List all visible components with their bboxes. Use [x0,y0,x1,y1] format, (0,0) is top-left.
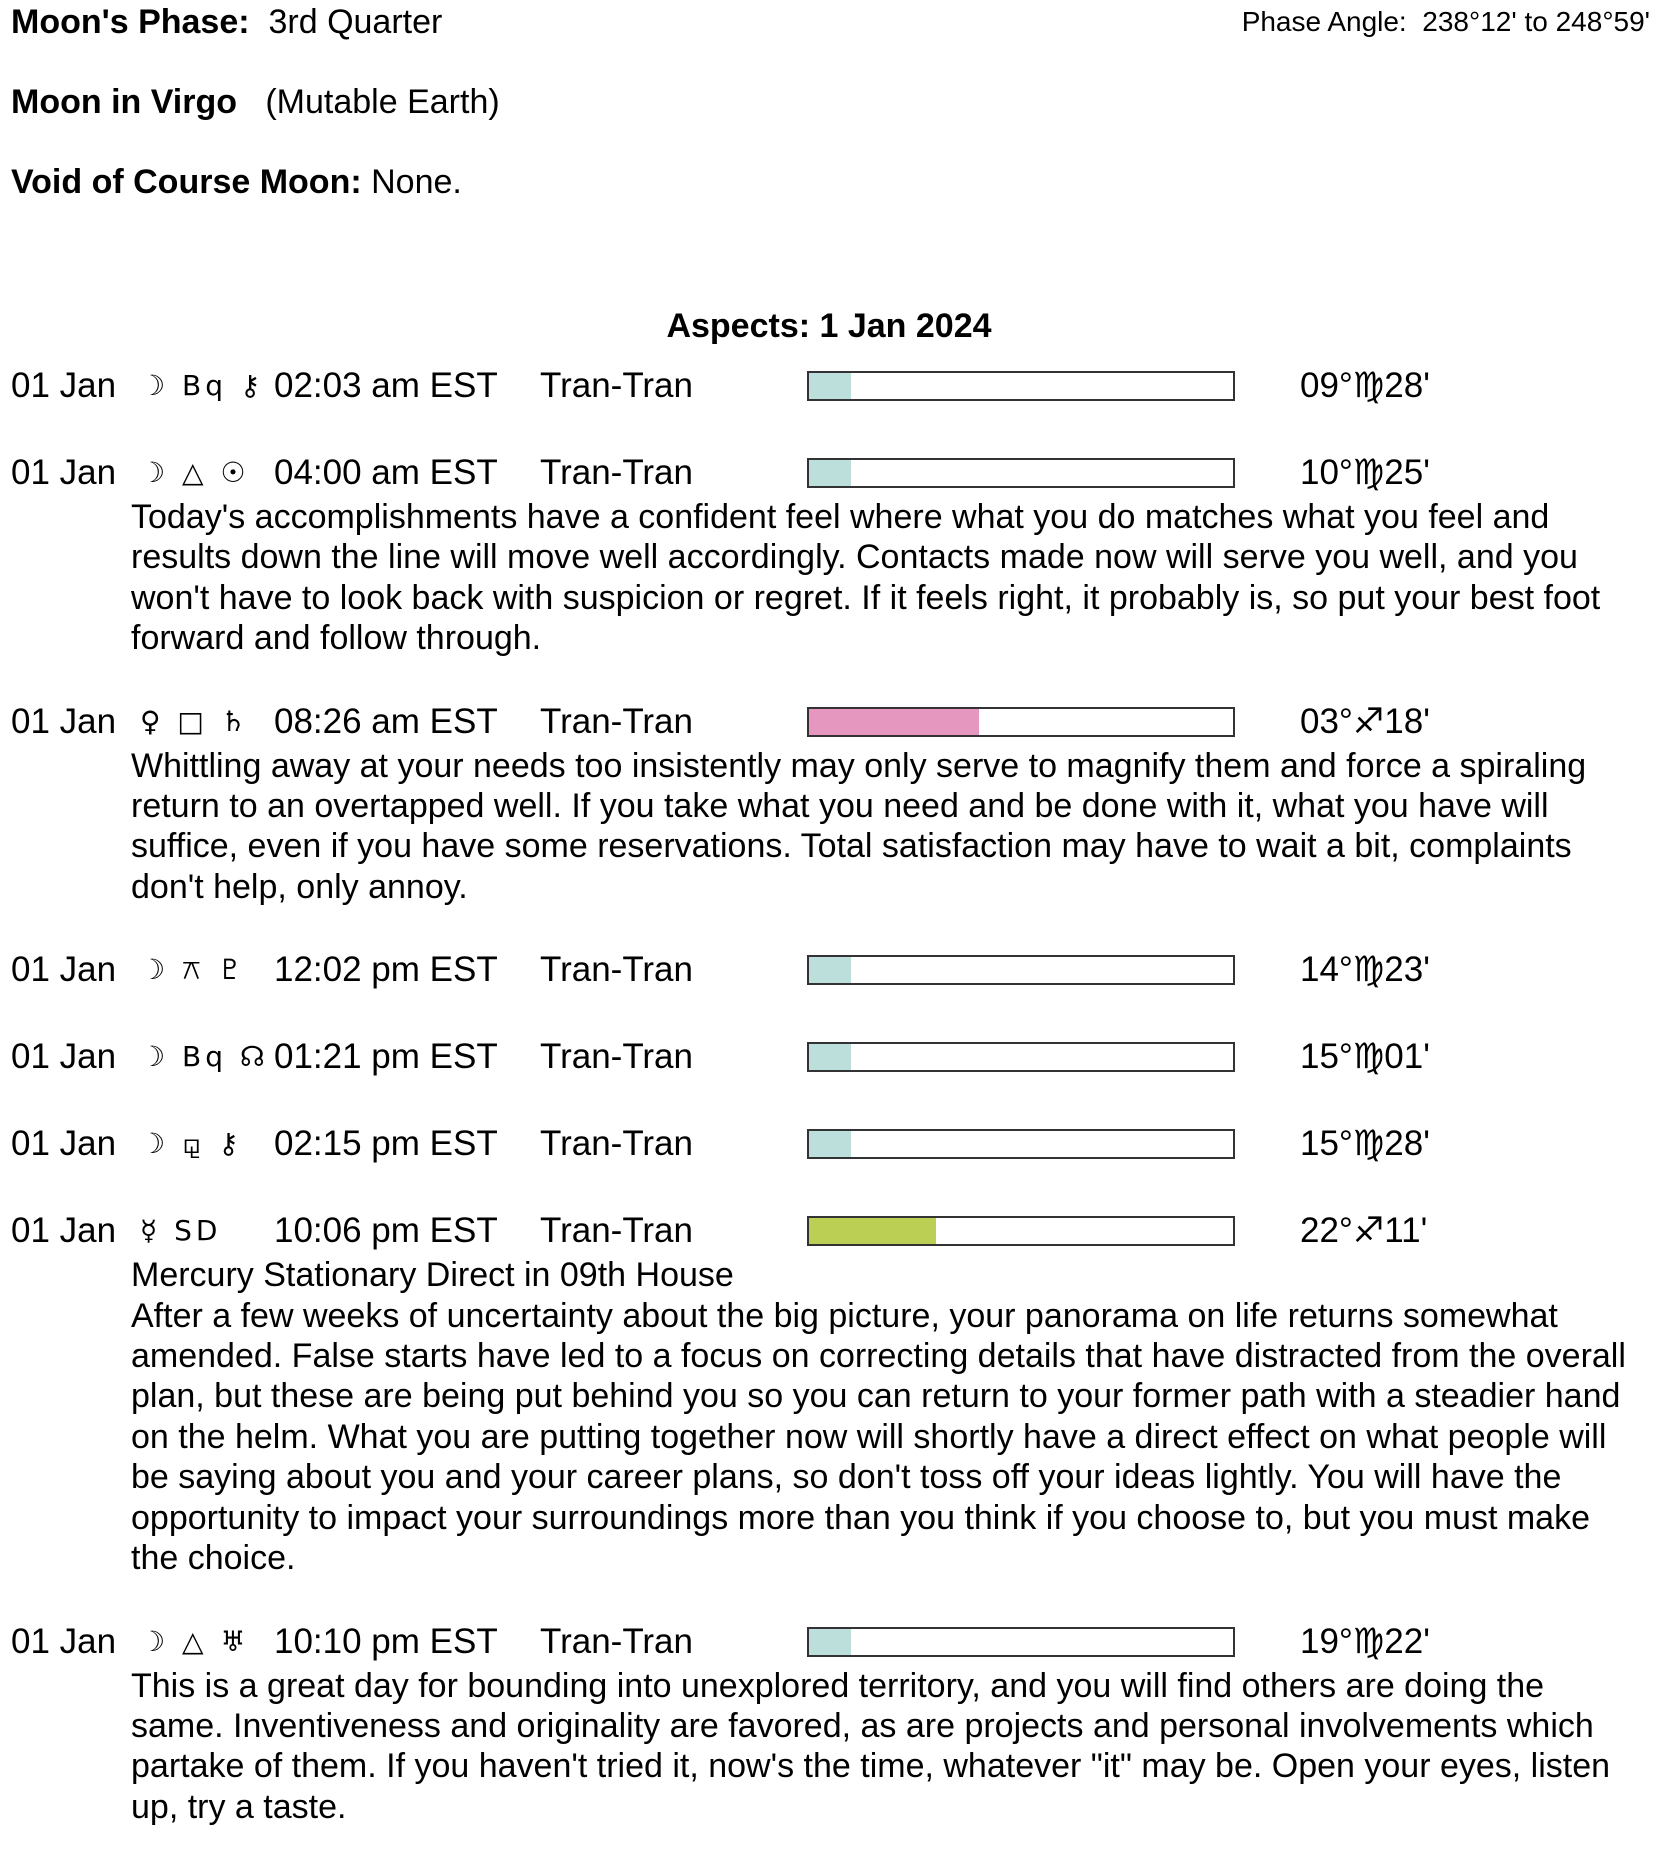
aspect-time: 12:02 pm EST [274,950,498,990]
moon-phase-line [11,2,442,42]
aspect-position: 15°♍28' [1300,1124,1430,1164]
aspect-type: Tran-Tran [540,1124,693,1164]
aspect-row [0,449,1676,497]
aspect-description [131,497,1636,659]
moon-phase-label: Moon's Phase: [11,3,250,41]
aspect-description-title: Mercury Stationary Direct in 09th House [131,1256,734,1295]
aspect-position: 03°♐18' [1300,701,1430,741]
aspect-description-text: Whittling away at your needs too insistently may only serve to magnify them and force a spiraling return to an overtapped well. If you take what you need and be done with it, what you have will suffice, even if you have some reservations. Total satisfaction may have to wait a bit, complaints don't help, only annoy. [131,746,1587,906]
void-of-course-value: None. [371,163,462,201]
phase-angle [1242,4,1650,40]
aspect-strength-fill [809,460,851,486]
aspect-type: Tran-Tran [540,950,693,990]
aspect-time: 10:06 pm EST [274,1211,498,1251]
aspect-position: 22°♐11' [1300,1211,1428,1251]
aspect-time: 02:03 am EST [274,366,498,405]
aspect-strength-fill [809,1044,851,1070]
aspect-row [0,1618,1676,1666]
aspect-strength-fill [809,957,851,983]
aspect-strength-bar [807,1042,1235,1072]
void-of-course-line [11,162,462,202]
aspects-list [0,362,1676,1866]
aspect-row [0,1120,1676,1168]
aspect-strength-fill [809,1218,936,1244]
aspect-time: 10:10 pm EST [274,1621,498,1661]
aspect-row [0,946,1676,994]
aspect-date: 01 Jan [11,453,117,492]
moon-sign-line [11,82,500,122]
aspect-row [0,1033,1676,1081]
aspect-strength-bar [807,458,1235,488]
aspect-description-text: This is a great day for bounding into unexplored territory, and you will find others are doing the same. Inventiveness and originality are favored, as are projects and personal involvements which partake of them. If you haven't tried it, now's the time, whatever "it" may be. Open your eyes, listen up, try a taste. [131,1666,1611,1826]
moon-sign-label: Moon in Virgo [11,83,238,121]
aspect-strength-bar [807,1627,1235,1657]
aspect-type: Tran-Tran [540,701,693,741]
aspect-description [131,746,1636,908]
aspect-date: 01 Jan [11,1037,117,1077]
aspect-date: 01 Jan [11,950,117,990]
aspect-row [0,698,1676,746]
aspect-glyphs: ☽ Bq ⚷ [140,369,265,402]
phase-angle-label: Phase Angle: [1241,6,1407,37]
aspect-description [131,1666,1636,1828]
aspect-row [0,362,1676,410]
phase-angle-value: 238°12' to 248°59' [1422,6,1650,37]
aspect-strength-bar [807,1129,1235,1159]
aspect-entry [0,698,1676,908]
aspect-glyphs: ☽ △ ♅ [140,1624,250,1658]
aspect-type: Tran-Tran [540,366,693,405]
aspect-time: 04:00 am EST [274,453,498,492]
aspect-strength-fill [809,709,979,735]
aspect-date: 01 Jan [11,366,117,405]
aspect-strength-fill [809,373,851,399]
aspect-date: 01 Jan [11,1211,117,1251]
aspect-strength-bar [807,955,1235,985]
aspect-glyphs: ☽ Bq ☊ [140,1040,269,1074]
aspect-type: Tran-Tran [540,453,693,492]
aspect-glyphs: ☽ △ ☉ [140,456,250,489]
moon-sign-detail: (Mutable Earth) [265,83,500,121]
aspect-strength-bar [807,707,1235,737]
aspects-title: Aspects: 1 Jan 2024 [666,307,992,345]
aspect-row [0,1207,1676,1255]
aspect-strength-bar [807,1216,1235,1246]
aspect-description [131,1255,1636,1578]
aspect-position: 19°♍22' [1300,1621,1430,1661]
aspect-time: 01:21 pm EST [274,1037,498,1077]
aspect-time: 08:26 am EST [274,701,498,741]
aspect-glyphs: ☽ ⚻ ♇ [140,953,247,987]
aspect-strength-fill [809,1629,851,1655]
aspect-glyphs: ☿ SD [140,1214,222,1248]
aspect-date: 01 Jan [11,1621,117,1661]
moon-phase-value: 3rd Quarter [268,3,443,41]
aspect-strength-bar [807,371,1235,401]
aspect-entry [0,1618,1676,1828]
aspect-position: 10°♍25' [1300,453,1430,492]
aspect-glyphs: ☽ ⚼ ⚷ [140,1127,243,1161]
aspect-type: Tran-Tran [540,1621,693,1661]
aspect-strength-fill [809,1131,851,1157]
aspect-date: 01 Jan [11,1124,117,1164]
aspect-date: 01 Jan [11,701,117,741]
aspect-entry [0,362,1676,410]
aspect-entry [0,449,1676,659]
aspect-type: Tran-Tran [540,1211,693,1251]
aspect-entry [0,1120,1676,1168]
aspect-entry [0,1207,1676,1578]
void-of-course-label: Void of Course Moon: [11,163,362,201]
aspect-description-text: Today's accomplishments have a confident feel where what you do matches what you feel and results down the line will move well accordingly. Contacts made now will serve you well, and you won't have to look back with suspicion or regret. If it feels right, it probably is, so put your best foot forward and follow through. [131,498,1601,658]
aspect-position: 15°♍01' [1300,1037,1430,1077]
aspect-entry [0,946,1676,994]
aspect-description-text: After a few weeks of uncertainty about the big picture, your panorama on life returns somewhat amended. False starts have led to a focus on correcting details that have distracted from the overall plan, but these are being put behind you so you can return to your former path with a steadier hand on the helm. What you are putting together now will shortly have a direct effect on what people will be saying about you and your career plans, so don't toss off your ideas lightly. You will have the opportunity to impact your surroundings more than you think if you choose to, but you must make the choice. [131,1296,1626,1578]
aspect-position: 09°♍28' [1300,366,1430,405]
aspect-glyphs: ♀ □ ♄ [140,704,250,738]
aspect-position: 14°♍23' [1300,950,1430,990]
aspect-entry [0,1033,1676,1081]
aspect-time: 02:15 pm EST [274,1124,498,1164]
aspect-type: Tran-Tran [540,1037,693,1077]
